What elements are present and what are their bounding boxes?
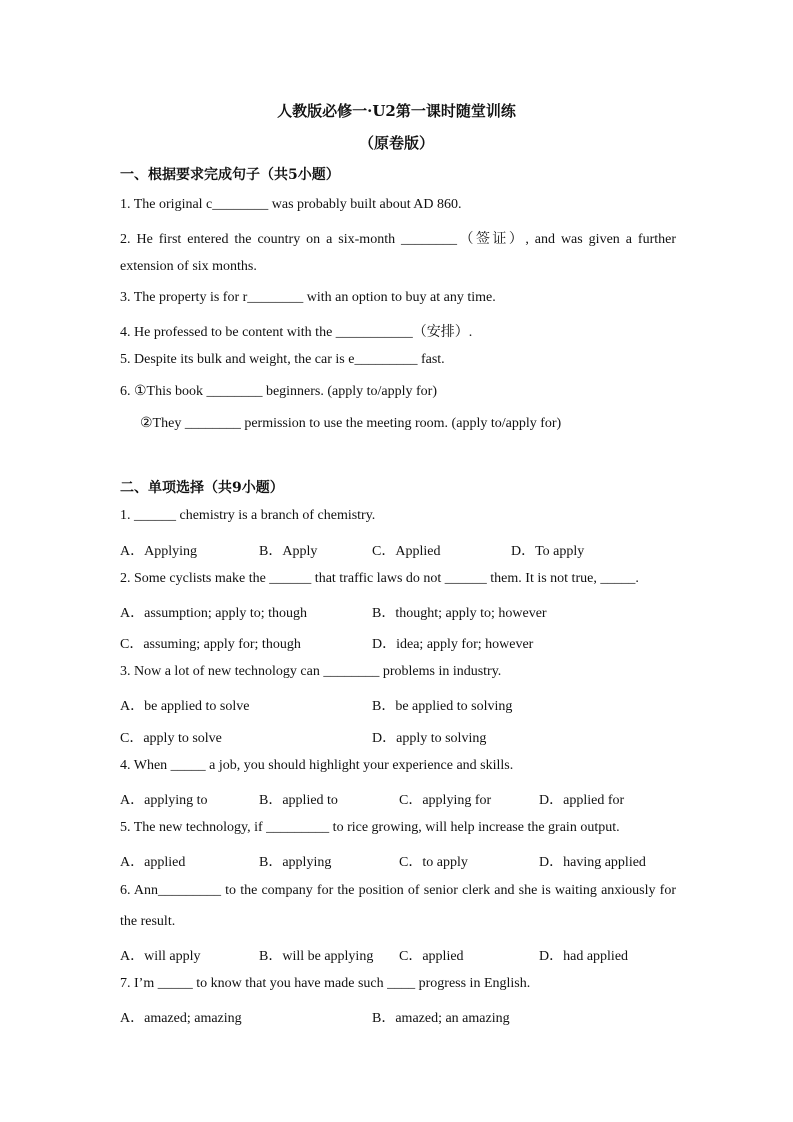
q3-stem: 3. Now a lot of new technology can ________ problems in industry.: [120, 664, 502, 679]
section1-heading: 一、根据要求完成句子（共5小题）: [120, 167, 340, 183]
s1-item-3: 3. The property is for r________ with an option to buy at any time.: [120, 290, 496, 305]
q1-option-b: B．Apply: [259, 544, 318, 559]
q6-option-d: D．had applied: [539, 949, 629, 964]
s1-item-4: 4. He professed to be content with the ___________（安排）.: [120, 325, 473, 340]
q1-option-c: C．Applied: [372, 544, 441, 559]
s1-item-5: 5. Despite its bulk and weight, the car is e_________ fast.: [120, 352, 445, 367]
q2-option-c: C．assuming; apply for; though: [120, 637, 301, 652]
q1-option-d: D．To apply: [511, 544, 585, 559]
q4-option-d: D．applied for: [539, 793, 625, 808]
s1-item-6a: 6. ①This book ________ beginners. (apply to/apply for): [120, 384, 438, 399]
s1-item-2-cont: extension of six months.: [120, 259, 257, 274]
q2-option-d: D．idea; apply for; however: [372, 637, 534, 652]
s1-item-1: 1. The original c________ was probably built about AD 860.: [120, 197, 462, 212]
q6-stem-cont: the result.: [120, 914, 176, 929]
q7-option-a: A．amazed; amazing: [120, 1011, 242, 1026]
s1-item-6b: ②They ________ permission to use the meeting room. (apply to/apply for): [140, 416, 562, 431]
q2-option-b: B．thought; apply to; however: [372, 606, 547, 621]
q4-option-c: C．applying for: [399, 793, 492, 808]
q6-option-b: B．will be applying: [259, 949, 374, 964]
q5-option-c: C．to apply: [399, 855, 468, 870]
q6-stem: 6. Ann_________ to the company for the position of senior clerk and she is waiting anxiously for: [120, 883, 676, 898]
q4-option-a: A．applying to: [120, 793, 208, 808]
q5-option-b: B．applying: [259, 855, 332, 870]
s1-item-2: 2. He first entered the country on a six-month ________（签证）, and was given a further: [120, 232, 676, 247]
q6-option-c: C．applied: [399, 949, 464, 964]
q6-option-a: A．will apply: [120, 949, 201, 964]
section2-heading: 二、单项选择（共9小题）: [120, 480, 284, 496]
q4-option-b: B．applied to: [259, 793, 338, 808]
q5-option-d: D．having applied: [539, 855, 646, 870]
q5-option-a: A．applied: [120, 855, 186, 870]
q3-option-b: B．be applied to solving: [372, 699, 513, 714]
q7-option-b: B．amazed; an amazing: [372, 1011, 510, 1026]
q5-stem: 5. The new technology, if _________ to rice growing, will help increase the grain output.: [120, 820, 620, 835]
q7-stem: 7. I’m _____ to know that you have made such ____ progress in English.: [120, 976, 531, 991]
q4-stem: 4. When _____ a job, you should highlight your experience and skills.: [120, 758, 514, 773]
q3-option-d: D．apply to solving: [372, 731, 487, 746]
q3-option-c: C．apply to solve: [120, 731, 222, 746]
page-subtitle: （原卷版）: [358, 134, 434, 152]
q1-stem: 1. ______ chemistry is a branch of chemistry.: [120, 508, 376, 523]
q3-option-a: A．be applied to solve: [120, 699, 250, 714]
q2-stem: 2. Some cyclists make the ______ that traffic laws do not ______ them. It is not true, _____.: [120, 571, 639, 586]
q1-option-a: A．Applying: [120, 544, 197, 559]
page-title: 人教版必修一·U2第一课时随堂训练: [277, 102, 516, 120]
q2-option-a: A．assumption; apply to; though: [120, 606, 308, 621]
